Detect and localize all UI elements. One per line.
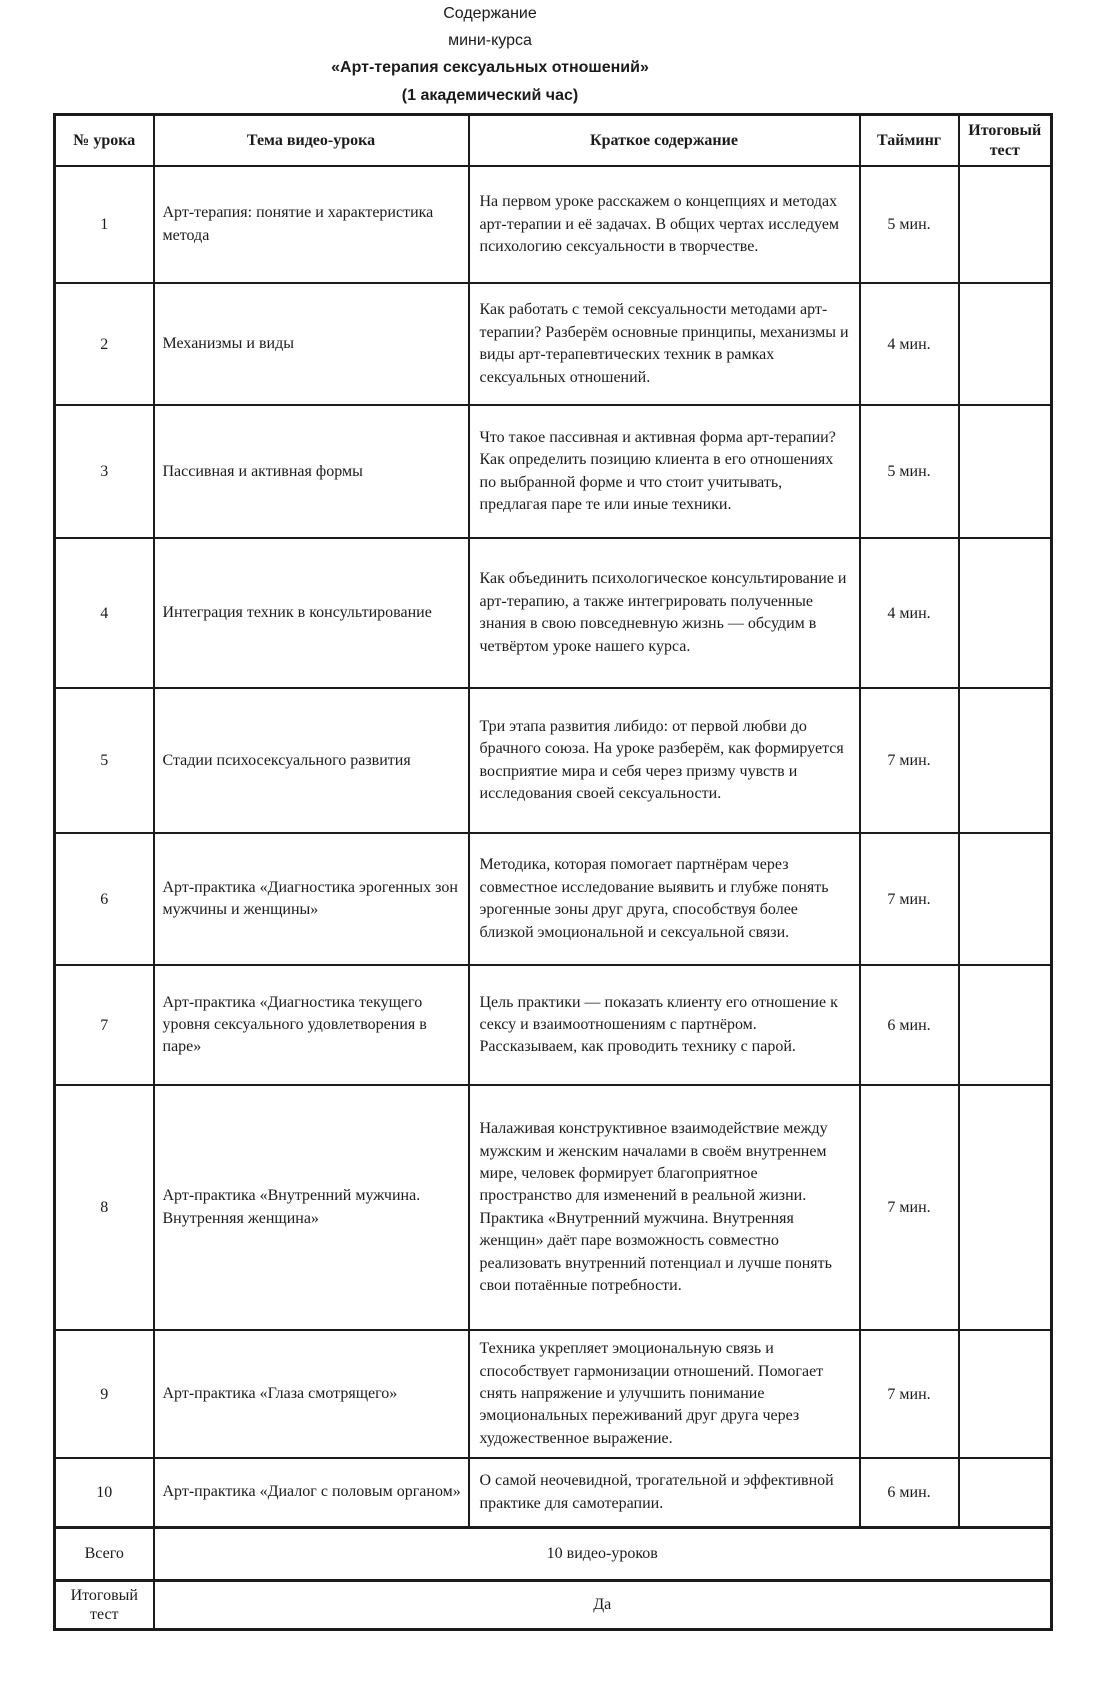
lesson-topic-cell: Механизмы и виды [154, 283, 469, 405]
lesson-topic-cell: Стадии психосексуального развития [154, 688, 469, 833]
lesson-topic-cell: Арт-практика «Глаза смотрящего» [154, 1330, 469, 1458]
lesson-summary-cell: Налаживая конструктивное взаимодействие между мужским и женским началами в своём внутреннем мире, человек формирует благоприятное пространство для изменений в реальной жизни. Практика «Внутренний мужчина. Внутренняя женщин» даёт паре возможность совместно реализовать внутренний потенциал и лучше понять свои потаённые потребности. [469, 1085, 860, 1330]
lesson-topic-cell: Арт-практика «Диагностика текущего уровня сексуального удовлетворения в паре» [154, 965, 469, 1085]
title-line-duration: (1 академический час) [401, 86, 579, 104]
lesson-final-test-cell [959, 1458, 1052, 1527]
lesson-final-test-cell [959, 965, 1052, 1085]
lesson-number-cell: 7 [55, 965, 154, 1085]
table-row-lesson-5 [55, 688, 1052, 833]
lesson-number-cell: 9 [55, 1330, 154, 1458]
lesson-number-cell: 1 [55, 166, 154, 283]
lesson-topic-cell: Арт-практика «Внутренний мужчина. Внутренняя женщина» [154, 1085, 469, 1330]
total-label-cell: Всего [55, 1527, 154, 1580]
lesson-summary-cell: На первом уроке расскажем о концепциях и методах арт-терапии и её задачах. В общих чертах исследуем психологию сексуальности в творчестве. [469, 166, 860, 283]
lesson-number-cell: 8 [55, 1085, 154, 1330]
lesson-summary-cell: Как работать с темой сексуальности методами арт-терапии? Разберём основные принципы, механизмы и виды арт-терапевтических техник в рамках сексуальных отношений. [469, 283, 860, 405]
document-title-block [0, 0, 980, 105]
table-row-lesson-9 [55, 1330, 1052, 1458]
final-test-label-cell: Итоговый тест [55, 1580, 154, 1629]
table-row-lesson-8 [55, 1085, 1052, 1330]
lesson-timing-cell: 4 мин. [860, 538, 959, 688]
total-value-cell: 10 видео-уроков [154, 1527, 1052, 1580]
final-test-value-cell: Да [154, 1580, 1052, 1629]
lesson-summary-cell: Три этапа развития либидо: от первой любви до брачного союза. На уроке разберём, как формируется восприятие мира и себя через призму чувств и исследования своей сексуальности. [469, 688, 860, 833]
lesson-final-test-cell [959, 1330, 1052, 1458]
lesson-final-test-cell [959, 283, 1052, 405]
lesson-timing-cell: 4 мин. [860, 283, 959, 405]
lesson-number-cell: 4 [55, 538, 154, 688]
lesson-topic-cell: Интеграция техник в консультирование [154, 538, 469, 688]
table-row-lesson-3 [55, 405, 1052, 538]
lesson-number-cell: 3 [55, 405, 154, 538]
lesson-final-test-cell [959, 538, 1052, 688]
lesson-topic-cell: Арт-практика «Диалог с половым органом» [154, 1458, 469, 1527]
table-row-lesson-1 [55, 166, 1052, 283]
table-row-lesson-7 [55, 965, 1052, 1085]
lesson-timing-cell: 6 мин. [860, 965, 959, 1085]
lesson-summary-cell: О самой неочевидной, трогательной и эффективной практике для самотерапии. [469, 1458, 860, 1527]
total-row [55, 1527, 1052, 1580]
lesson-timing-cell: 6 мин. [860, 1458, 959, 1527]
lesson-number-cell: 6 [55, 833, 154, 965]
table-row-lesson-6 [55, 833, 1052, 965]
lesson-summary-cell: Техника укрепляет эмоциональную связь и способствует гармонизации отношений. Помогает снять напряжение и улучшить понимание эмоциональных переживаний друг друга через художественное выражение. [469, 1330, 860, 1458]
lesson-number-cell: 5 [55, 688, 154, 833]
lesson-final-test-cell [959, 688, 1052, 833]
lesson-summary-cell: Как объединить психологическое консультирование и арт-терапию, а также интегрировать полученные знания в свою повседневную жизнь — обсудим в четвёртом уроке нашего курса. [469, 538, 860, 688]
lesson-topic-cell: Арт-терапия: понятие и характеристика метода [154, 166, 469, 283]
lesson-timing-cell: 7 мин. [860, 1330, 959, 1458]
final-test-row [55, 1580, 1052, 1629]
course-contents-table [53, 113, 1053, 1631]
lesson-final-test-cell [959, 405, 1052, 538]
header-cell-final-test: Итоговый тест [959, 114, 1052, 166]
lesson-summary-cell: Методика, которая помогает партнёрам через совместное исследование выявить и глубже понять эрогенные зоны друг друга, способствуя более близкой эмоциональной и сексуальной связи. [469, 833, 860, 965]
header-cell-topic: Тема видео-урока [154, 114, 469, 166]
lesson-number-cell: 2 [55, 283, 154, 405]
lesson-summary-cell: Что такое пассивная и активная форма арт-терапии? Как определить позицию клиента в его отношениях по выбранной форме и что стоит учитывать, предлагая паре те или иные техники. [469, 405, 860, 538]
lesson-final-test-cell [959, 1085, 1052, 1330]
title-line-mini-course: мини-курса [448, 32, 532, 50]
title-line-contents: Содержание [443, 5, 537, 22]
header-cell-summary: Краткое содержание [469, 114, 860, 166]
lesson-number-cell: 10 [55, 1458, 154, 1527]
table-header-row [55, 114, 1052, 166]
lesson-topic-cell: Пассивная и активная формы [154, 405, 469, 538]
table-row-lesson-4 [55, 538, 1052, 688]
lesson-timing-cell: 5 мин. [860, 166, 959, 283]
lesson-timing-cell: 7 мин. [860, 1085, 959, 1330]
lesson-summary-cell: Цель практики — показать клиенту его отношение к сексу и взаимоотношениям с партнёром. Рассказываем, как проводить технику с парой. [469, 965, 860, 1085]
header-cell-timing: Тайминг [860, 114, 959, 166]
title-line-course-name: «Арт-терапия сексуальных отношений» [331, 59, 649, 77]
header-cell-lesson-number: № урока [55, 114, 154, 166]
lesson-final-test-cell [959, 833, 1052, 965]
lesson-timing-cell: 7 мин. [860, 833, 959, 965]
lesson-timing-cell: 5 мин. [860, 405, 959, 538]
lesson-topic-cell: Арт-практика «Диагностика эрогенных зон мужчины и женщины» [154, 833, 469, 965]
table-row-lesson-2 [55, 283, 1052, 405]
lesson-timing-cell: 7 мин. [860, 688, 959, 833]
table-row-lesson-10 [55, 1458, 1052, 1527]
lesson-final-test-cell [959, 166, 1052, 283]
